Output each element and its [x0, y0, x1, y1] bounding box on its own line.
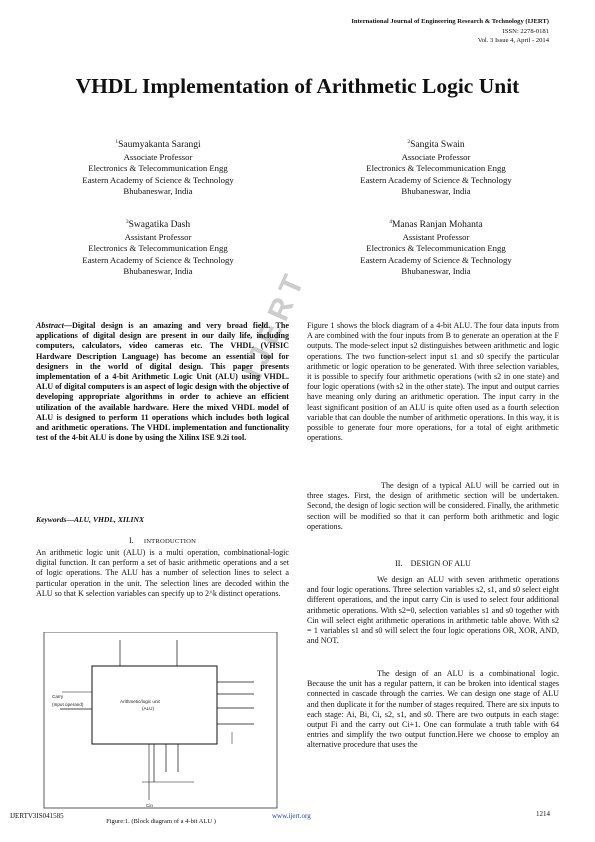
- author-location: Bhubaneswar, India: [123, 266, 193, 277]
- paragraph-design-stages: The design of a typical ALU will be carried out in three stages. First, the design of arithmetic section will be undertaken. Second, the design of logic section will be considered. Finally, the arithmetic section will be modified so that it can perform both arithmetic and logic operations.: [307, 481, 559, 531]
- author-role: Assistant Professor: [124, 231, 192, 242]
- website-link[interactable]: www.ijert.org: [272, 812, 311, 820]
- cin-label: Cin: [146, 803, 153, 808]
- author-location: Bhubaneswar, India: [123, 186, 193, 197]
- author-name: Sangita Swain: [410, 140, 465, 150]
- carry-label: Carry: [52, 694, 64, 699]
- author-institution: Eastern Academy of Science & Technology: [360, 254, 512, 265]
- author-block: [33, 217, 283, 278]
- author-location: Bhubaneswar, India: [401, 266, 471, 277]
- input-operand-label: (Input operand): [52, 702, 84, 707]
- paragraph-design-alu: We design an ALU with seven arithmetic operations and four logic operations. Three selection variables s2, s1, and s0 select eight different operations, and the input carry Cin is used to select four additional arithmetic operations. With s2=0, selection variables s1 and s0 together with Cin will select eight arithmetic operations in arithmetic table above. With s2 = 1 variables s1 and s0 will select the four logic operations OR, XOR, AND, and NOT.: [307, 575, 559, 646]
- abstract-text: —Digital design is an amazing and very broad field. The applications of digital design are present in our daily life, including computers, calculators, video cameras etc. The VHDL (VHSIC Hardware Description Language) has become an essential tool for designers in the world of digital design. This paper presents implementation of a 4-bit Arithmetic Logic Unit (ALU) using VHDL. ALU of digital computers is an aspect of logic design with the objective of developing appropriate algorithms in order to achieve an efficient utilization of the available hardware. Here the mixed VHDL model of ALU is designed to perform 11 operations which includes both logical and arithmetic operations. The VHDL implementation and functionality test of the 4-bit ALU is done by using the Xilinx ISE 9.2i tool.: [36, 321, 289, 443]
- author-number: 4: [389, 219, 392, 225]
- alu-label: Arithmetic/logic unit: [120, 699, 160, 704]
- author-number: 1: [115, 139, 119, 145]
- author-institution: Eastern Academy of Science & Technology: [82, 254, 234, 265]
- section-number: II.: [395, 559, 403, 568]
- author-number: 2: [407, 139, 411, 145]
- paper-title: VHDL Implementation of Arithmetic Logic Unit: [75, 74, 520, 98]
- author-dept: Electronics & Telecommunication Engg: [366, 243, 506, 254]
- paper-id: IJERTV3IS041585: [10, 812, 64, 820]
- ijert-watermark: IJERT: [236, 264, 313, 384]
- alu-block-diagram: [42, 632, 280, 812]
- author-role: Associate Professor: [123, 151, 193, 162]
- abstract: [36, 321, 289, 443]
- section-heading-introduction: [36, 536, 289, 545]
- alu-block: [92, 666, 217, 744]
- author-number: 3: [125, 219, 129, 225]
- paragraph-figure-description: Figure 1 shows the block diagram of a 4-bit ALU. The four data inputs from A are combined with the four inputs from B to generate an operation at the F outputs. The mode-select input s2 distinguishes between arithmetic and logic operations. The two function-select input s1 and s0 specify the particular arithmetic or logic operation to be generated. With three selection variables, it is possible to specify four arithmetic operations (with s2 in one state) and four logic operations (with s2 in the other state). The input and output carries have meaning only during an arithmetic operation. The input carry in the least significant position of an ALU is quite often used as a fourth selection variable that can double the number of arithmetic operations. In this way, it is possible to generate four more operations, for a total of eight arithmetic operations.: [307, 321, 559, 443]
- paragraph-combinational-logic: The design of an ALU is a combinational logic. Because the unit has a regular pattern, it can be broken into identical stages connected in cascade through the carries. We can design one stage of ALU and then duplicate it for the number of stages required. There are six inputs to each stage: Ai, Bi, Ci, s2, s1, and s0. There are two outputs in each stage: output Fi and the carry out Ci+1. One can formulate a truth table with 64 entries and simplify the two output function.Here we choose to employ an alternative procedure that uses the: [307, 669, 559, 750]
- introduction-text: An arithmetic logic unit (ALU) is a multi operation, combinational-logic digital function. It can perform a set of basic arithmetic operations and a set of logic operations. The ALU has a number of selection lines to select a particular operation in the unit. The selection lines are decoded within the ALU so that K selection variables can specify up to 2^k distinct operations.: [36, 548, 289, 598]
- author-institution: Eastern Academy of Science & Technology: [82, 174, 234, 185]
- keywords: Keywords—ALU, VHDL, XILINX: [36, 515, 145, 524]
- page-number: 1214: [536, 810, 550, 818]
- author-dept: Electronics & Telecommunication Engg: [366, 163, 506, 174]
- section-number: I.: [128, 536, 134, 545]
- author-role: Associate Professor: [401, 151, 471, 162]
- issn: ISSN: 2278-0181: [502, 27, 549, 35]
- author-name: Swagatika Dash: [128, 220, 191, 230]
- section-title: INTRODUCTION: [143, 538, 197, 545]
- author-dept: Electronics & Telecommunication Engg: [88, 243, 228, 254]
- author-name: Manas Ranjan Mohanta: [391, 220, 483, 230]
- author-institution: Eastern Academy of Science & Technology: [360, 174, 512, 185]
- author-location: Bhubaneswar, India: [401, 186, 471, 197]
- author-block: [311, 217, 561, 278]
- alu-sub-label: (ALU): [142, 706, 154, 711]
- section-heading-design: [307, 559, 559, 568]
- volume: Vol. 3 Issue 4, April - 2014: [477, 37, 549, 45]
- author-name: Saumyakanta Sarangi: [118, 140, 201, 150]
- journal-header: [351, 17, 549, 46]
- figure-border: [44, 632, 277, 808]
- author-block: [33, 137, 283, 198]
- abstract-label: Abstract: [36, 321, 64, 330]
- journal-name: International Journal of Engineering Research & Technology (IJERT): [351, 18, 549, 25]
- author-block: [311, 137, 561, 198]
- author-role: Assistant Professor: [402, 231, 470, 242]
- author-dept: Electronics & Telecommunication Engg: [88, 163, 228, 174]
- figure-caption: Figure:1. (Block diagram of a 4-bit ALU ): [106, 818, 216, 825]
- section-title: DESIGN OF ALU: [410, 559, 471, 568]
